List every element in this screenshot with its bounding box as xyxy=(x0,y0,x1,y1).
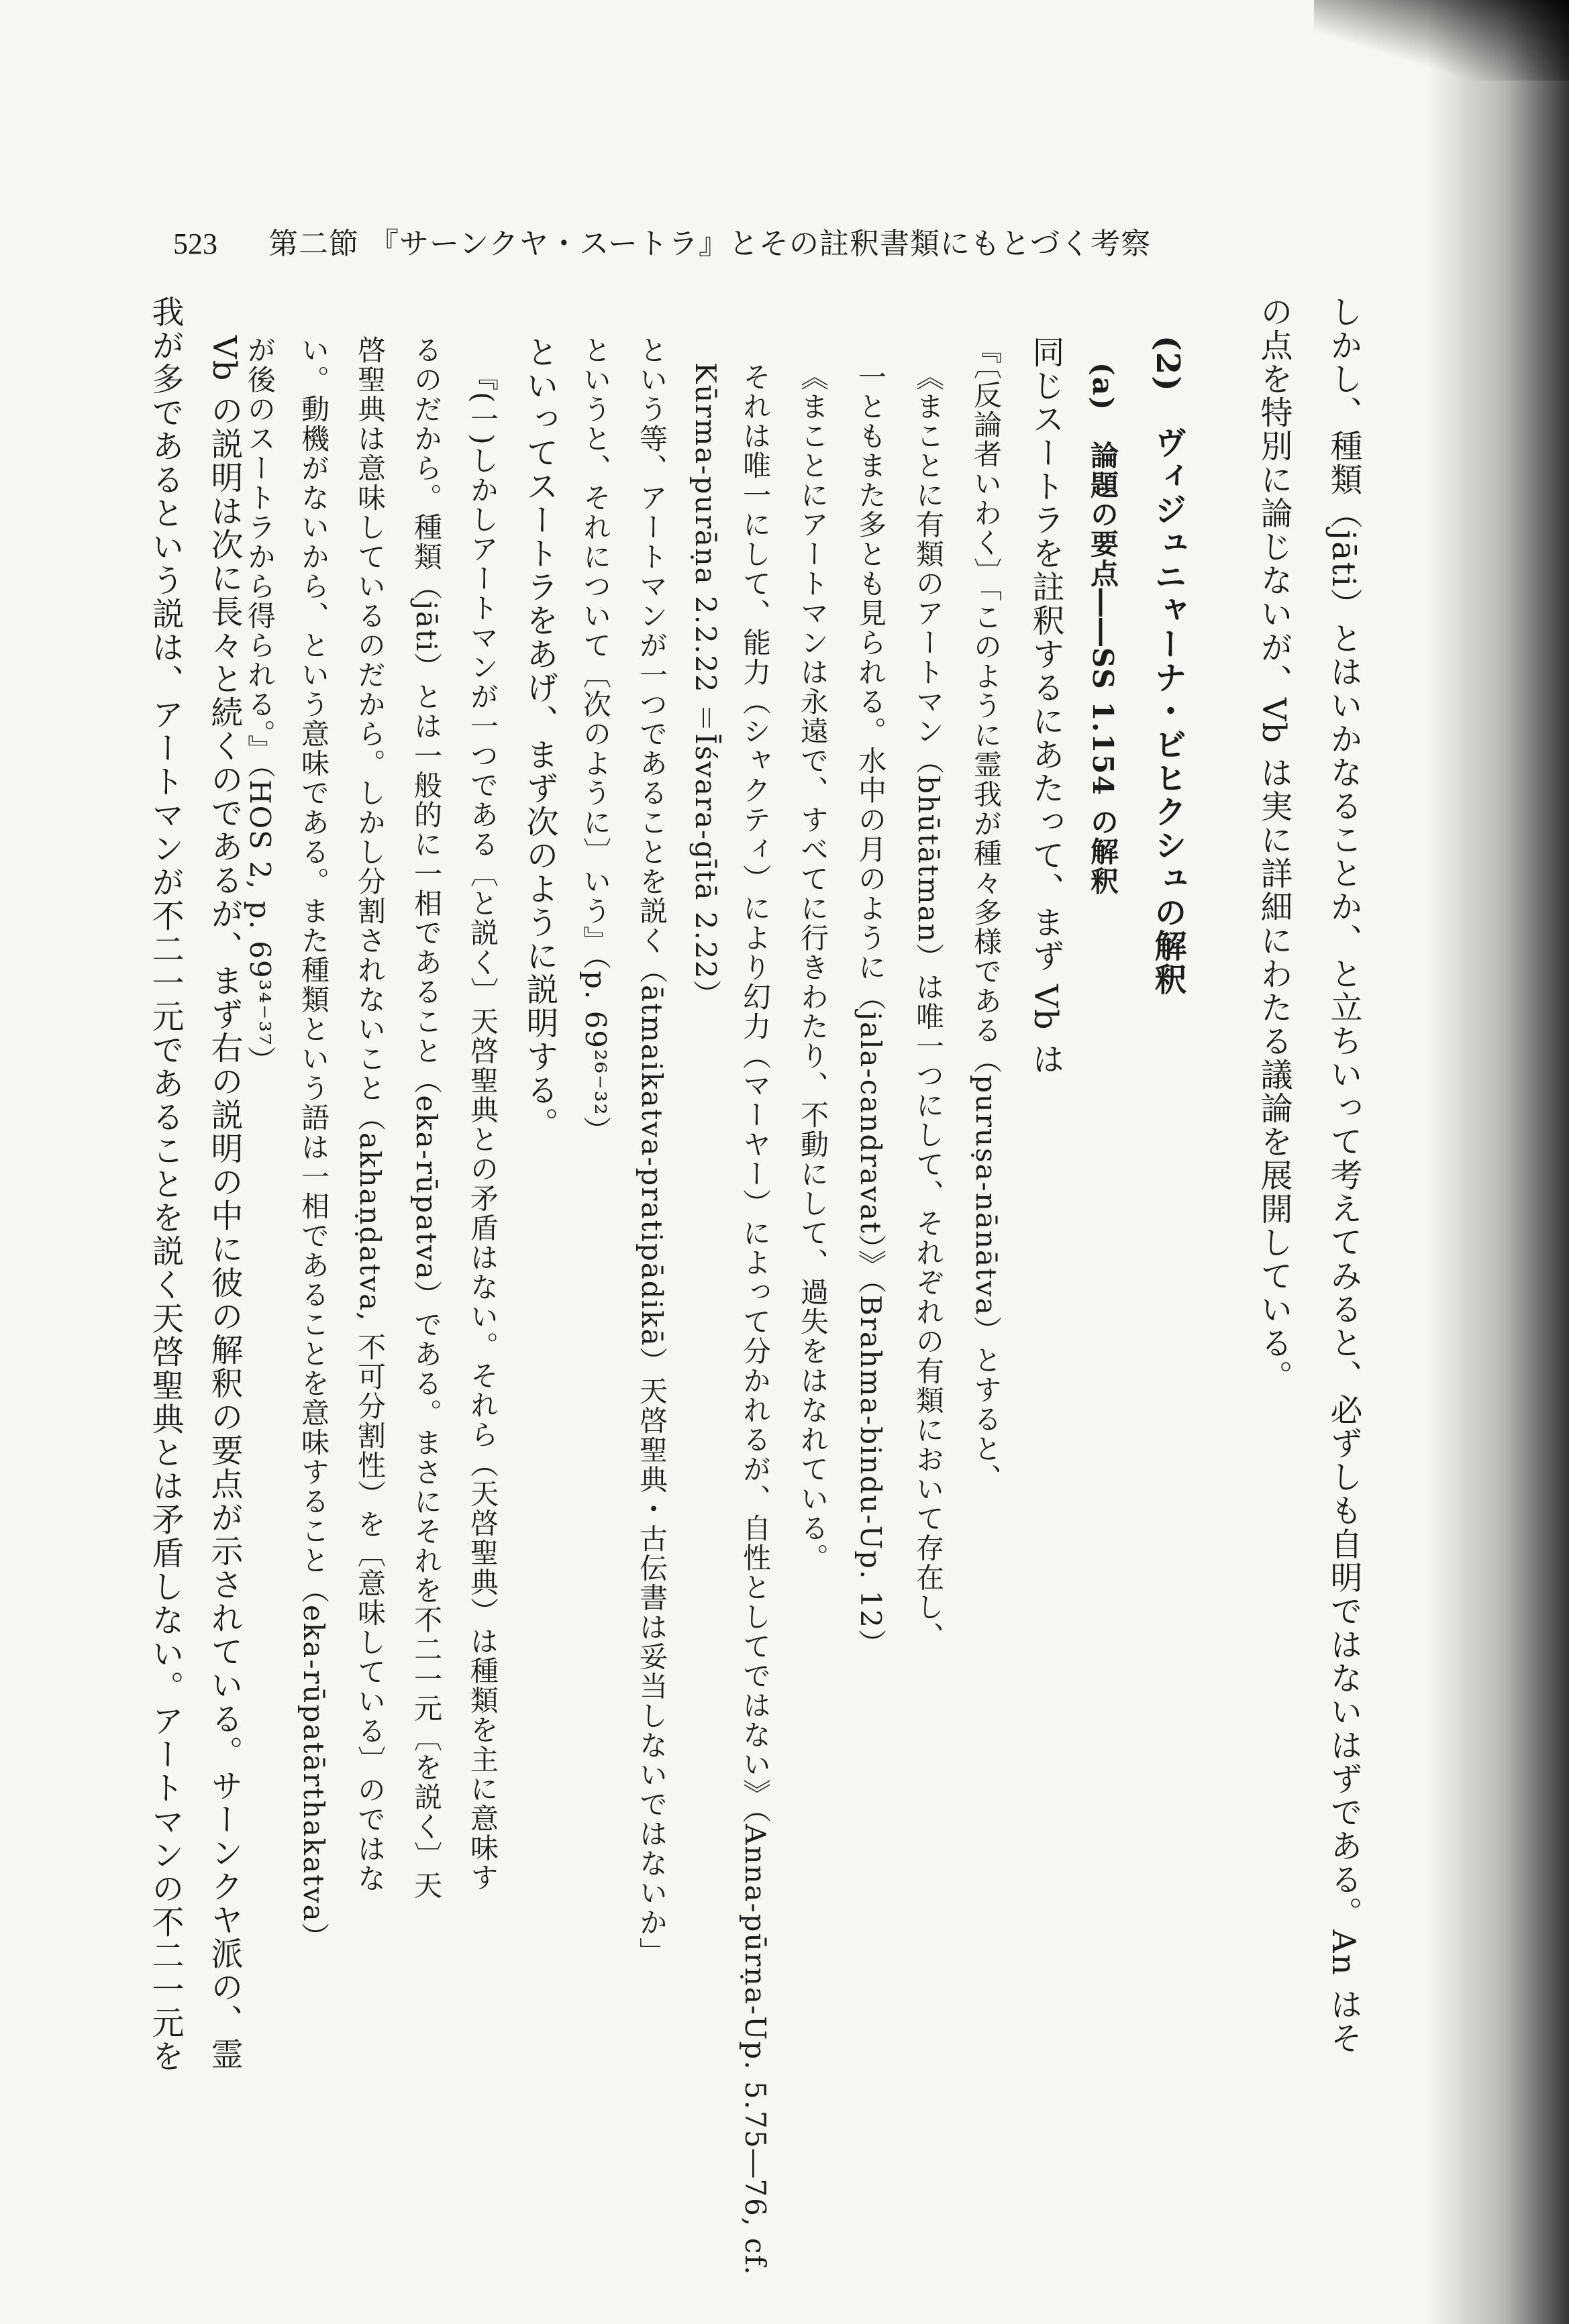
section-heading: (2) ヴィジュニャーナ・ビヒクシュの解釈 xyxy=(1149,335,1186,996)
text-line-1: しかし、種類（jāti）とはいかなることか、と立ちいって考えてみると、必ずしも自明ではないはずである。An はそ xyxy=(1325,295,1362,2055)
text-line-20: Vb の説明は次に長々と続くのであるが、まず右の説明の中に彼の解釈の要点が示されている。サーンクヤ派の、霊 xyxy=(205,335,243,2071)
quote-line-10: それは唯一にして、能力（シャクティ）により幻力（マーヤー）によって分かれるが、自性としてではない》（Anna-pūrṇa-Up. 5.75―76, cf. xyxy=(739,362,772,2276)
text-line-14: といってスートラをあげ、まず次のように説明する。 xyxy=(521,335,558,1141)
quote-line-19: が後のスートラから得られる。』（HOS 2, p. 69³⁴⁻³⁷） xyxy=(244,335,276,1076)
quote-line-11: Kūrma-purāṇa 2.2.22 ＝Īśvara-gītā 2.22） xyxy=(689,362,722,1010)
quote-line-13: というと、それについて〔次のように〕いう』（p. 69²⁶⁻³²） xyxy=(579,335,612,1146)
quote-line-18: い。動機がないから、という意味である。また種類という語は一相であることを意味すること（eka-rūpatārthakatva） xyxy=(297,335,330,1952)
text-line-5: 同じスートラを註釈するにあたって、まず Vb は xyxy=(1027,335,1064,1076)
running-title: 第二節 『サーンクヤ・スートラ』とその註釈書類にもとづく考察 xyxy=(268,227,1152,261)
quote-line-8: 一ともまた多とも見られる。水中の月のように（jala-candravat）》（Brahma-bindu-Up. 12） xyxy=(854,362,887,1658)
text-line-21: 我が多であるという説は、アートマンが不二一元であることを説く天啓聖典とは矛盾しない。アートマンの不二一元を xyxy=(146,295,184,2073)
subsection-heading: (a) 論題の要点――SS 1.154 の解釈 xyxy=(1086,362,1119,896)
quote-line-6: 『〔反論者いわく〕「このように霊我が種々多様である（puruṣa-nānātva）とすると、 xyxy=(970,335,1003,1493)
quote-line-16: るのだから。種類（jāti）とは一般的に一相であること（eka-rūpatva）である。まさにそれを不二一元〔を説く〕天 xyxy=(410,335,443,1901)
scan-shadow-corner xyxy=(1314,0,1569,81)
quote-line-7: 《まことに有類のアートマン（bhūtātman）は唯一つにして、それぞれの有類において存在し、 xyxy=(912,362,945,1652)
quote-line-15: 『(一)しかしアートマンが一つである〔と説く〕天啓聖典との矛盾はない。それら（天啓聖典）は種類を主に意味す xyxy=(466,362,499,1893)
quote-line-12: という等、アートマンが一つであることを説く（ātmaikatva-pratipādikā）天啓聖典・古伝書は妥当しないではないか」 xyxy=(636,335,668,1967)
quote-line-17: 啓聖典は意味しているのだから。しかし分割されないこと（akhaṇḍatva, 不可分割性）を〔意味している〕のではな xyxy=(354,335,387,1893)
quote-line-9: 《まことにアートマンは永遠で、すべてに行きわたり、不動にして、過失をはなれている。 xyxy=(797,362,829,1573)
text-line-2: の点を特別に論じないが、Vb は実に詳細にわたる議論を展開している。 xyxy=(1255,295,1293,1393)
page-number: 523 xyxy=(173,227,217,260)
scan-shadow-edge xyxy=(1428,0,1569,2324)
